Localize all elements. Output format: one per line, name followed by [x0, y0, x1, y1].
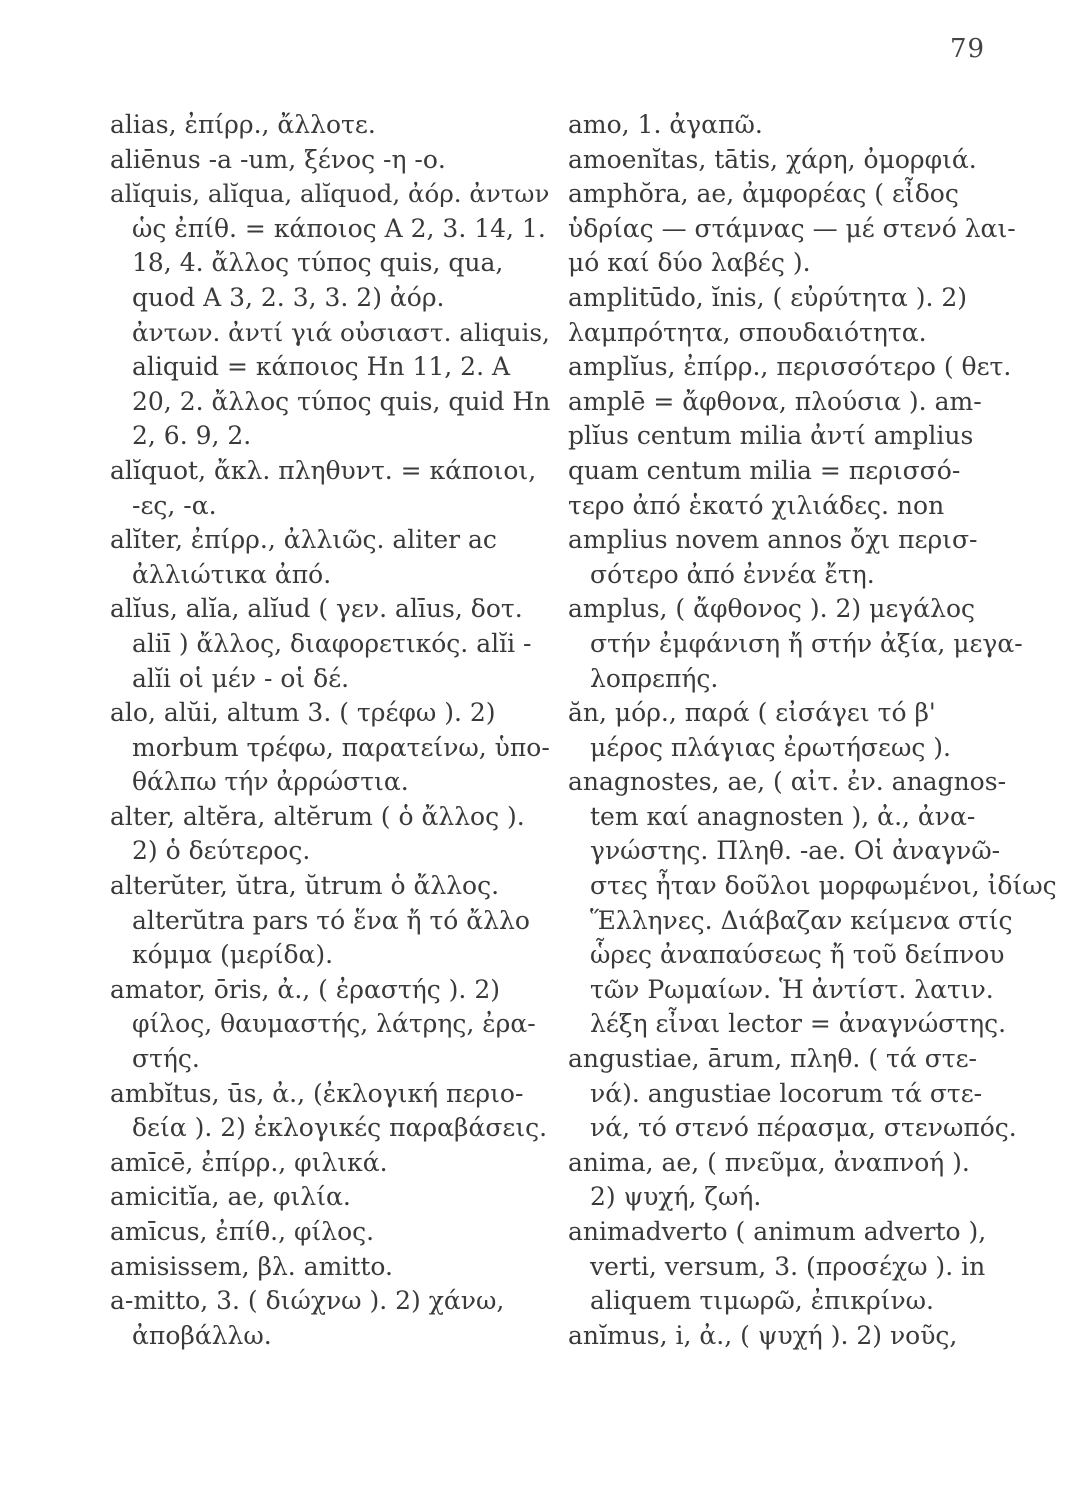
page-number: 79 [950, 34, 986, 64]
dictionary-line: ὡς ἐπίθ. = κάποιος A 2, 3. 14, 1. [132, 213, 546, 243]
left-column [110, 108, 550, 1353]
dictionary-line: verti, versum, 3. (προσέχω ). in [590, 1251, 986, 1281]
dictionary-line: aliquid = κάποιος Hn 11, 2. A [132, 352, 511, 382]
dictionary-line: aliī ) ἄλλος, διαφορετικός. alĭi - [132, 628, 532, 658]
dictionary-line: θάλπω τήν ἀρρώστια. [132, 767, 409, 797]
dictionary-line: anima, ae, ( πνεῦμα, ἀναπνοή ). [568, 1147, 970, 1177]
dictionary-line: 2) ψυχή, ζωή. [590, 1182, 762, 1212]
dictionary-line: alĭus, alĭa, alĭud ( γεν. alīus, δοτ. [110, 594, 523, 624]
dictionary-line: alias, ἐπίρρ., ἄλλοτε. [110, 110, 376, 139]
dictionary-line: ὑδρίας — στάμνας — μέ στενό λαι- [568, 213, 1016, 243]
dictionary-line: 2) ὁ δεύτερος. [132, 836, 311, 866]
dictionary-line: ăn, μόρ., παρά ( εἰσάγει τό β' [568, 698, 936, 728]
dictionary-line: 18, 4. ἄλλος τύπος quis, qua, [132, 248, 504, 278]
dictionary-line: alĭquis, alĭqua, alĭquod, ἀόρ. ἀντων [110, 179, 550, 209]
dictionary-line: φίλος, θαυμαστής, λάτρης, ἐρα- [132, 1009, 536, 1039]
dictionary-line: amplĭus, ἐπίρρ., περισσότερο ( θετ. [568, 352, 1012, 382]
dictionary-line: κόμμα (μερίδα). [132, 940, 334, 970]
dictionary-line: amplē = ἄφθονα, πλούσια ). am- [568, 386, 982, 416]
dictionary-line: alo, alŭi, altum 3. ( τρέφω ). 2) [110, 698, 496, 728]
dictionary-line: μέρος πλάγιας ἐρωτήσεως ). [590, 732, 951, 762]
dictionary-line: amoenĭtas, tātis, χάρη, ὀμορφιά. [568, 144, 977, 174]
dictionary-line: amplus, ( ἄφθονος ). 2) μεγάλος [568, 594, 975, 624]
dictionary-line: anagnostes, ae, ( αἰτ. ἐν. anagnos- [568, 767, 1007, 797]
dictionary-line: plĭus centum milia ἀντί amplius [568, 421, 974, 451]
dictionary-line: 2, 6. 9, 2. [132, 421, 252, 451]
dictionary-line: στήν ἐμφάνιση ἤ στήν ἀξία, μεγα- [590, 628, 1023, 658]
dictionary-line: amīcē, ἐπίρρ., φιλικά. [110, 1147, 388, 1177]
dictionary-line: animadverto ( animum adverto ), [568, 1217, 987, 1246]
dictionary-line: ὧρες ἀναπαύσεως ἤ τοῦ δείπνου [590, 940, 1005, 970]
dictionary-line: amphŏra, ae, ἀμφορέας ( εἶδος [568, 179, 959, 209]
dictionary-line: quod A 3, 2. 3, 3. 2) ἀόρ. [132, 282, 445, 312]
dictionary-line: alĭi οἱ μέν - οἱ δέ. [132, 663, 350, 693]
dictionary-line: λοπρεπής. [590, 663, 719, 693]
dictionary-line: anĭmus, i, ἀ., ( ψυχή ). 2) νοῦς, [568, 1320, 958, 1350]
dictionary-line: μό καί δύο λαβές ). [568, 248, 811, 278]
dictionary-line: 20, 2. ἄλλος τύπος quis, quid Hn [132, 386, 551, 416]
dictionary-line: alter, altĕra, altĕrum ( ὁ ἄλλος ). [110, 801, 525, 831]
dictionary-line: στες ἦταν δοῦλοι μορφωμένοι, ἰδίως [590, 871, 1057, 901]
dictionary-line: τῶν Ρωμαίων. Ἡ ἀντίστ. λατιν. [590, 974, 994, 1004]
dictionary-line: Ἕλληνες. Διάβαζαν κείμενα στίς [590, 905, 1013, 935]
dictionary-line: angustiae, ārum, πληθ. ( τά στε- [568, 1044, 977, 1074]
dictionary-line: στής. [132, 1044, 200, 1074]
right-column [568, 108, 1068, 1353]
dictionary-line: amisissem, βλ. amitto. [110, 1251, 393, 1281]
dictionary-line: alterŭter, ŭtra, ŭtrum ὁ ἄλλος. [110, 871, 500, 901]
dictionary-line: ἀλλιώτικα ἀπό. [132, 559, 332, 589]
dictionary-line: amīcus, ἐπίθ., φίλος. [110, 1217, 375, 1246]
dictionary-line: alterŭtra pars τό ἕνα ἤ τό ἄλλο [132, 905, 530, 935]
dictionary-line: amicitĭa, ae, φιλία. [110, 1182, 351, 1212]
dictionary-line: δεία ). 2) ἐκλογικές παραβάσεις. [132, 1113, 548, 1143]
dictionary-line: νά). angustiae locorum τά στε- [590, 1078, 983, 1108]
dictionary-line: amplitūdo, ĭnis, ( εὐρύτητα ). 2) [568, 282, 968, 312]
dictionary-line: λαμπρότητα, σπουδαιότητα. [568, 317, 927, 347]
dictionary-line: ambĭtus, ūs, ἀ., (ἐκλογική περιο- [110, 1078, 524, 1108]
dictionary-line: -ες, -α. [132, 490, 217, 520]
dictionary-line: quam centum milia = περισσό- [568, 455, 961, 485]
dictionary-line: a-mitto, 3. ( διώχνω ). 2) χάνω, [110, 1286, 505, 1316]
dictionary-line: morbum τρέφω, παρατείνω, ὑπο- [132, 732, 550, 762]
dictionary-line: νά, τό στενό πέρασμα, στενωπός. [590, 1113, 1017, 1143]
dictionary-line: σότερο ἀπό ἐννέα ἔτη. [590, 559, 875, 589]
dictionary-line: aliēnus -a -um, ξένος -η -ο. [110, 144, 446, 174]
dictionary-line: alĭter, ἐπίρρ., ἀλλιῶς. aliter ac [110, 525, 497, 555]
dictionary-line: τερο ἀπό ἑκατό χιλιάδες. non [568, 490, 945, 520]
dictionary-line: alĭquot, ἄκλ. πληθυντ. = κάποιοι, [110, 455, 537, 485]
dictionary-line: tem καί anagnosten ), ἀ., ἀνα- [590, 801, 976, 831]
dictionary-line: amplius novem annos ὄχι περισ- [568, 525, 978, 555]
dictionary-line: ἀντων. ἀντί γιά οὐσιαστ. aliquis, [132, 317, 550, 347]
dictionary-line: λέξη εἶναι lector = ἀναγνώστης. [590, 1009, 1007, 1039]
dictionary-line: γνώστης. Πληθ. -ae. Οἱ ἀναγνῶ- [590, 836, 1001, 866]
dictionary-line: amo, 1. ἀγαπῶ. [568, 110, 763, 139]
dictionary-line: aliquem τιμωρῶ, ἐπικρίνω. [590, 1286, 934, 1316]
dictionary-line: amator, ōris, ἀ., ( ἐραστής ). 2) [110, 974, 500, 1004]
dictionary-line: ἀποβάλλω. [132, 1320, 272, 1350]
